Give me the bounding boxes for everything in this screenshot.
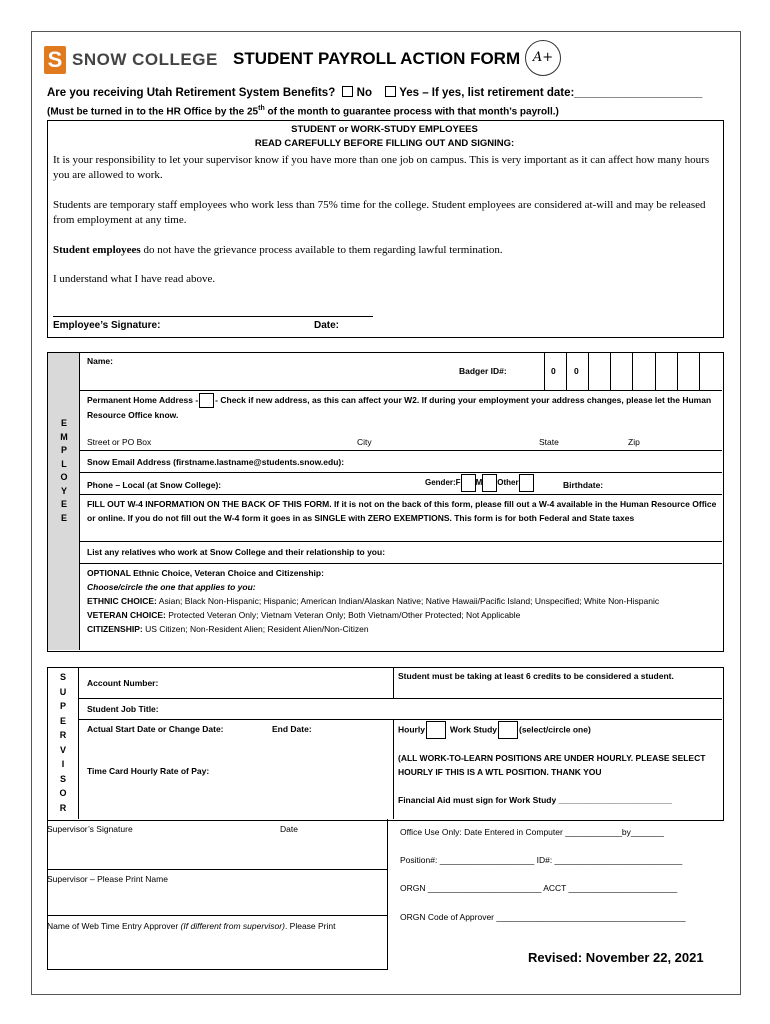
position-id-line[interactable]: Position#: ____________________ ID#: ___________________________	[400, 855, 683, 865]
retirement-question-row	[47, 86, 702, 99]
position-type-row	[398, 721, 591, 739]
name-label: Name:	[87, 356, 113, 366]
deadline-sup: th	[258, 105, 265, 112]
hourly-rate-label: Time Card Hourly Rate of Pay:	[87, 766, 210, 776]
employee-date-label: Date:	[314, 320, 340, 331]
snow-college-logo	[44, 46, 66, 74]
w4-instructions: FILL OUT W-4 INFORMATION ON THE BACK OF THIS FORM. If it is not on the back of this form, please fill out a W-4 available in the Human Resource Office or online. If you do not fill out the W-4 form it goes in as SINGLE with ZERO EXEMPTIONS. This form is for both Federal and State taxes	[87, 499, 717, 523]
state-label: State	[539, 437, 559, 447]
badger-digit-1[interactable]: 0	[551, 366, 556, 376]
select-note: (select/circle one)	[519, 724, 591, 735]
gender-other-checkbox[interactable]	[519, 474, 534, 492]
deadline-note	[47, 105, 559, 117]
new-address-checkbox[interactable]	[199, 393, 214, 408]
intro-p3-bold: Student employees	[53, 244, 141, 256]
row-divider	[80, 494, 722, 495]
relatives-label: List any relatives who work at Snow College and their relationship to you:	[87, 547, 386, 557]
grade-stamp	[525, 40, 561, 76]
employee-signature-line[interactable]	[53, 316, 373, 317]
badger-cell	[677, 353, 678, 390]
name-field[interactable]	[120, 354, 420, 388]
approver-italic: (If different from supervisor)	[180, 921, 285, 931]
office-use-date[interactable]: Office Use Only: Date Entered in Computer ____________by_______	[400, 827, 664, 837]
optional-subtitle: Choose/circle the one that applies to you:	[87, 582, 256, 592]
email-field[interactable]	[390, 452, 715, 470]
logo-text: SNOW COLLEGE	[72, 50, 218, 69]
gender-m-label: M	[475, 478, 483, 488]
gender-m-checkbox[interactable]	[482, 474, 497, 492]
approver-post: . Please Print	[284, 921, 336, 931]
optional-title: OPTIONAL Ethnic Choice, Veteran Choice and Citizenship:	[87, 568, 324, 578]
veteran-choice[interactable]: VETERAN CHOICE: Protected Veteran Only; Vietnam Veteran Only; Both Vietnam/Other Protected; Not Applicable	[87, 610, 521, 620]
badger-cell	[699, 353, 700, 390]
orgn-acct-line[interactable]: ORGN ________________________ ACCT _______________________	[400, 883, 678, 893]
badger-cell	[588, 353, 589, 390]
phone-label: Phone – Local (at Snow College):	[87, 480, 222, 490]
badger-digit-2[interactable]: 0	[574, 366, 579, 376]
column-divider	[393, 719, 394, 819]
start-date-label: Actual Start Date or Change Date:	[87, 724, 224, 734]
intro-p3-rest: do not have the grievance process available to them regarding lawful termination.	[140, 244, 503, 256]
row-divider	[79, 698, 722, 699]
gender-f-checkbox[interactable]	[461, 474, 476, 492]
financial-aid-signature[interactable]: Financial Aid must sign for Work Study ________________________	[398, 795, 673, 805]
end-date-label: End Date:	[272, 724, 312, 734]
ethnic-choice[interactable]: ETHNIC CHOICE: Asian; Black Non-Hispanic; Hispanic; American Indian/Alaskan Native; Native Hawaii/Pacific Island; Unspecified; White Non-Hispanic	[87, 596, 660, 606]
row-divider	[80, 563, 722, 564]
row-divider	[80, 450, 722, 451]
row-divider	[80, 390, 722, 391]
intro-paragraph-2: Students are temporary staff employees who work less than 75% time for the college. Student employees are considered at-will and may be released from employment at any time.	[53, 199, 706, 226]
employee-signature-label: Employee’s Signature:	[53, 320, 161, 331]
badger-cell	[632, 353, 633, 390]
citizenship-choice[interactable]: CITIZENSHIP: US Citizen; Non-Resident Alien; Resident Alien/Non-Citizen	[87, 624, 369, 634]
revised-date: Revised: November 22, 2021	[528, 950, 704, 965]
supervisor-print-name-label: Supervisor – Please Print Name	[47, 874, 168, 884]
deadline-pre: (Must be turned in to the HR Office by the 25	[47, 106, 259, 118]
intro-paragraph-3	[53, 243, 719, 258]
hourly-label: Hourly	[398, 724, 425, 735]
gender-f-label: F	[455, 478, 461, 488]
bottom-section	[47, 819, 388, 970]
employee-side-label: E M P L O Y E E	[60, 418, 68, 523]
intro-heading-2: READ CAREFULLY BEFORE FILLING OUT AND SIGNING:	[254, 138, 515, 149]
deadline-post: of the month to guarantee process with that month’s payroll.)	[264, 106, 559, 118]
retirement-no-label: No	[356, 87, 372, 99]
wtl-note: (ALL WORK-TO-LEARN POSITIONS ARE UNDER HOURLY. PLEASE SELECT HOURLY IF THIS IS A WTL POSITION. THANK YOU	[398, 753, 706, 777]
retirement-yes-checkbox[interactable]	[385, 86, 396, 97]
row-divider	[80, 472, 722, 473]
gender-label: Gender:	[425, 478, 456, 488]
supervisor-date-label: Date	[280, 824, 298, 834]
retirement-question: Are you receiving Utah Retirement System Benefits?	[47, 87, 336, 99]
supervisor-side-label: S U P E R V I S O R	[59, 672, 67, 813]
approver-label	[47, 920, 387, 933]
column-divider	[387, 819, 388, 969]
hourly-checkbox[interactable]	[426, 721, 446, 739]
email-label: Snow Email Address (firstname.lastname@students.snow.edu):	[87, 457, 345, 467]
badger-cell	[566, 353, 567, 390]
address-pre: Permanent Home Address -	[87, 395, 199, 405]
intro-paragraph-1: It is your responsibility to let your supervisor know if you have more than one job on campus. This is very important as it can affect how many hours you are allowed to work.	[53, 154, 710, 181]
account-number-label: Account Number:	[87, 678, 159, 688]
supervisor-signature-label: Supervisor’s Signature	[47, 824, 133, 834]
intro-paragraph-4: I understand what I have read above.	[53, 273, 216, 285]
work-study-label: Work Study	[449, 724, 497, 735]
optional-section	[87, 566, 719, 636]
badger-cell	[655, 353, 656, 390]
badger-id-label: Badger ID#:	[459, 366, 507, 376]
row-divider	[80, 541, 722, 542]
row-divider	[47, 915, 387, 916]
column-divider	[393, 668, 394, 698]
gender-other-label: Other	[497, 478, 519, 488]
gender-row	[425, 474, 534, 492]
work-study-checkbox[interactable]	[498, 721, 518, 739]
form-title: STUDENT PAYROLL ACTION FORM	[233, 49, 521, 68]
zip-label: Zip	[628, 437, 640, 447]
address-post: - Check if new address, as this can affect your W2. If during your employment your address changes, please let the Human Resource Office know.	[87, 395, 712, 421]
logo-letter: S	[47, 47, 63, 72]
row-divider	[79, 719, 722, 720]
row-divider	[47, 869, 387, 870]
badger-cell	[610, 353, 611, 390]
credits-note: Student must be taking at least 6 credits to be considered a student.	[398, 671, 674, 681]
retirement-yes-label: Yes – If yes, list retirement date:____________________	[399, 87, 703, 99]
job-title-label: Student Job Title:	[87, 704, 159, 714]
grade-stamp-text: A+	[532, 50, 554, 65]
retirement-no-checkbox[interactable]	[342, 86, 353, 97]
city-label: City	[357, 437, 372, 447]
street-label: Street or PO Box	[87, 437, 152, 447]
birthdate-label: Birthdate:	[563, 480, 604, 490]
orgn-code-line[interactable]: ORGN Code of Approver ________________________________________	[400, 912, 686, 922]
badger-cell	[544, 353, 545, 390]
approver-pre: Name of Web Time Entry Approver	[47, 921, 181, 931]
address-instruction	[87, 393, 717, 422]
intro-heading-1: STUDENT or WORK-STUDY EMPLOYEES	[291, 124, 478, 135]
